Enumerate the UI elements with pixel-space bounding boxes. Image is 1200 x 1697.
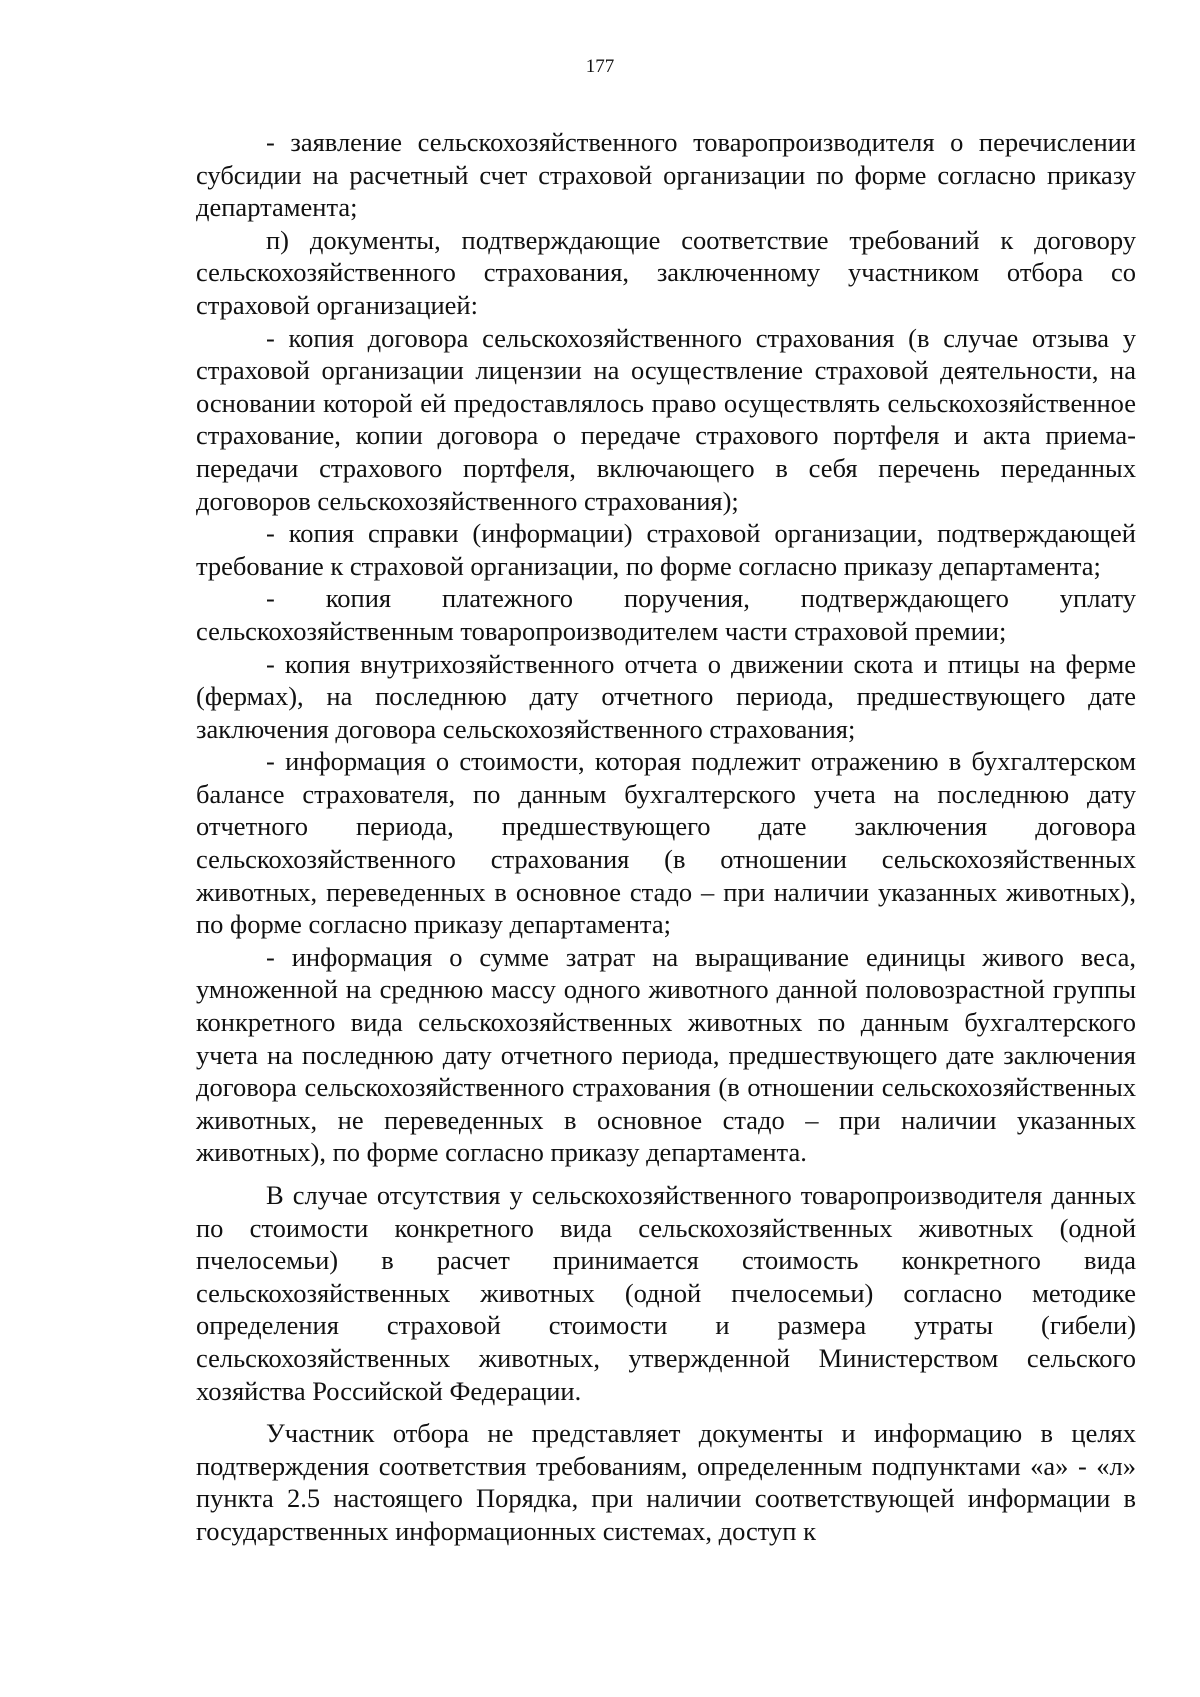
paragraph-payment-order-copy: - копия платежного поручения, подтверждающего уплату сельскохозяйственным товаропроизводителем части страховой премии; xyxy=(196,583,1136,646)
paragraph-livestock-report-copy: - копия внутрихозяйственного отчета о движении скота и птицы на ферме (фермах), на последнюю дату отчетного периода, предшествующего дате заключения договора сельскохозяйственного страхования; xyxy=(196,648,1136,744)
paragraph-application-subsidy-transfer: - заявление сельскохозяйственного товаропроизводителя о перечислении субсидии на расчетный счет страховой организации по форме согласно приказу департамента; xyxy=(196,127,1136,223)
paragraph-insurance-contract-copy: - копия договора сельскохозяйственного страхования (в случае отзыва у страховой организации лицензии на осуществление страховой деятельности, на основании которой ей предоставлялось право осуществлять сельскохозяйственное страхование, копии договора о передаче страхового портфеля и акта приема-передачи страхового портфеля, включающего в себя перечень переданных договоров сельскохозяйственного страхования); xyxy=(196,322,1136,516)
paragraph-missing-value-data: В случае отсутствия у сельскохозяйственного товаропроизводителя данных по стоимости конкретного вида сельскохозяйственных животных (одной пчелосемьи) в расчет принимается стоимость конкретного вида сельскохозяйственных животных (одной пчелосемьи) согласно методике определения страховой стоимости и размера утраты (гибели) сельскохозяйственных животных, утвержденной Министерством сельского хозяйства Российской Федерации. xyxy=(196,1180,1136,1406)
paragraph-insurer-certificate-copy: - копия справки (информации) страховой организации, подтверждающей требование к страховой организации, по форме согласно приказу департамента; xyxy=(196,518,1136,581)
document-body xyxy=(196,126,1136,1548)
paragraph-item-p-documents: п) документы, подтверждающие соответствие требований к договору сельскохозяйственного страхования, заключенному участником отбора со страховой организацией: xyxy=(196,224,1136,320)
paragraph-growing-cost-info: - информация о сумме затрат на выращивание единицы живого веса, умноженной на среднюю массу одного животного данной половозрастной группы конкретного вида сельскохозяйственных животных по данным бухгалтерского учета на последнюю дату отчетного периода, предшествующего дате заключения договора сельскохозяйственного страхования (в отношении сельскохозяйственных животных, не переведенных в основное стадо – при наличии указанных животных), по форме согласно приказу департамента. xyxy=(196,941,1136,1168)
paragraph-balance-value-info: - информация о стоимости, которая подлежит отражению в бухгалтерском балансе страхователя, по данным бухгалтерского учета на последнюю дату отчетного периода, предшествующего дате заключения договора сельскохозяйственного страхования (в отношении сельскохозяйственных животных, переведенных в основное стадо – при наличии указанных животных), по форме согласно приказу департамента; xyxy=(196,746,1136,940)
page-number: 177 xyxy=(585,56,615,77)
paragraph-participant-exemption: Участник отбора не представляет документы и информацию в целях подтверждения соответствия требованиям, определенным подпунктами «а» - «л» пункта 2.5 настоящего Порядка, при наличии соответствующей информации в государственных информационных системах, доступ к xyxy=(196,1418,1136,1546)
